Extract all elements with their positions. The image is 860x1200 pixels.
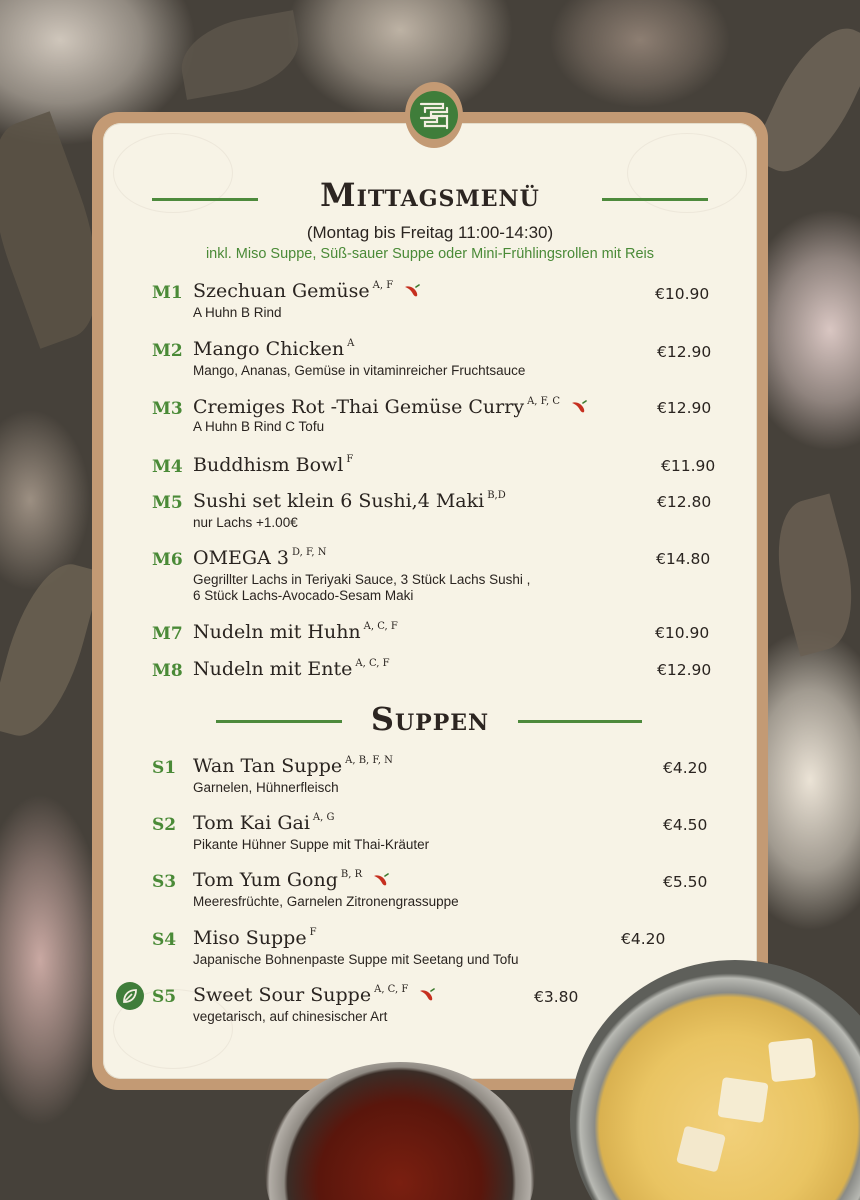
item-code: M1 xyxy=(152,283,183,303)
item-name: Sushi set klein 6 Sushi,4 Maki $^{B,D}$ xyxy=(193,489,506,512)
item-allergens: B, R xyxy=(340,868,363,880)
item-price: €12.90 xyxy=(657,661,712,679)
soups-title: Suppen xyxy=(370,700,490,738)
item-code: S1 xyxy=(152,758,177,778)
item-name: Tom Yum Gong $^{B, R}$ xyxy=(193,869,390,892)
item-name: Szechuan Gemüse $^{A, F}$ xyxy=(193,280,421,303)
item-name: Mango Chicken $^A$ xyxy=(193,337,355,360)
item-description: vegetarisch, auf chinesischer Art xyxy=(193,1009,388,1024)
item-allergens: A, C, F xyxy=(374,983,409,995)
item-price: €14.80 xyxy=(656,550,711,568)
item-description: Japanische Bohnenpaste Suppe mit Seetang und Tofu xyxy=(193,952,519,967)
item-price: €10.90 xyxy=(655,624,710,642)
item-name: Buddhism Bowl $^F$ xyxy=(193,453,354,476)
background-leaf xyxy=(762,493,860,656)
item-name: OMEGA 3 $^{D, F, N}$ xyxy=(193,546,327,569)
item-price: €5.50 xyxy=(663,873,708,891)
item-description-line2: 6 Stück Lachs-Avocado-Sesam Maki xyxy=(193,588,414,603)
chili-pepper-icon xyxy=(403,281,421,303)
item-name: Nudeln mit Huhn $^{A, C, F}$ xyxy=(193,620,398,643)
item-name: Sweet Sour Suppe $^{A, C, F}$ xyxy=(193,984,436,1007)
item-allergens: A, F xyxy=(372,279,394,291)
item-price: €4.50 xyxy=(663,816,708,834)
item-allergens: A, C, F xyxy=(355,657,390,669)
item-code: M6 xyxy=(152,550,183,570)
maze-logo-icon xyxy=(410,91,458,139)
item-description: Mango, Ananas, Gemüse in vitaminreicher Fruchtsauce xyxy=(193,363,526,378)
item-allergens: F xyxy=(346,453,354,465)
lunch-menu-title: Mittagsmenü xyxy=(320,176,540,214)
logo-badge xyxy=(405,82,463,148)
tofu-cube xyxy=(768,1038,816,1082)
item-name: Wan Tan Suppe $^{A, B, F, N}$ xyxy=(193,754,393,777)
item-description: Meeresfrüchte, Garnelen Zitronengrassuppe xyxy=(193,894,459,909)
background-leaf xyxy=(175,10,305,100)
item-name: Tom Kai Gai $^{A, G}$ xyxy=(193,811,335,834)
item-allergens: A, B, F, N xyxy=(345,754,393,766)
item-code: S3 xyxy=(152,872,177,892)
lunch-hours: (Montag bis Freitag 11:00-14:30) xyxy=(306,223,554,242)
item-price: €3.80 xyxy=(534,988,579,1006)
item-allergens: A, F, C xyxy=(527,395,561,407)
lunch-includes: inkl. Miso Suppe, Süß-sauer Suppe oder Mini-Frühlingsrollen mit Reis xyxy=(205,246,655,262)
chili-pepper-icon xyxy=(372,870,390,892)
item-allergens: B,D xyxy=(487,489,506,501)
item-description: nur Lachs +1.00€ xyxy=(193,515,298,530)
item-allergens: D, F, N xyxy=(291,546,327,558)
item-allergens: A, G xyxy=(312,811,335,823)
item-price: €4.20 xyxy=(621,930,666,948)
item-description: Gegrillter Lachs in Teriyaki Sauce, 3 Stück Lachs Sushi , xyxy=(193,572,531,587)
item-price: €12.80 xyxy=(657,493,712,511)
item-code: M5 xyxy=(152,493,183,513)
item-code: S2 xyxy=(152,815,177,835)
item-code: M7 xyxy=(152,624,183,644)
item-description: A Huhn B Rind C Tofu xyxy=(193,419,325,434)
item-description: Garnelen, Hühnerfleisch xyxy=(193,780,339,795)
item-code: M4 xyxy=(152,457,183,477)
item-price: €4.20 xyxy=(663,759,708,777)
chili-pepper-icon xyxy=(418,985,436,1007)
item-price: €10.90 xyxy=(655,285,710,303)
item-description: A Huhn B Rind xyxy=(193,305,282,320)
leaf-icon xyxy=(116,982,144,1010)
item-allergens: A xyxy=(347,337,355,349)
item-name: Cremiges Rot -Thai Gemüse Curry $^{A, F, C}$ xyxy=(193,396,588,419)
item-code: S5 xyxy=(152,987,177,1007)
item-price: €12.90 xyxy=(657,343,712,361)
item-code: M3 xyxy=(152,399,183,419)
item-description: Pikante Hühner Suppe mit Thai-Kräuter xyxy=(193,837,430,852)
item-price: €12.90 xyxy=(657,399,712,417)
tofu-cube xyxy=(717,1077,768,1123)
item-code: M8 xyxy=(152,661,183,681)
item-name: Nudeln mit Ente $^{A, C, F}$ xyxy=(193,657,390,680)
item-price: €11.90 xyxy=(661,457,716,475)
item-allergens: A, C, F xyxy=(363,620,398,632)
item-code: M2 xyxy=(152,341,183,361)
item-name: Miso Suppe $^F$ xyxy=(193,926,317,949)
item-code: S4 xyxy=(152,930,177,950)
item-allergens: F xyxy=(309,926,317,938)
chili-pepper-icon xyxy=(570,397,588,419)
